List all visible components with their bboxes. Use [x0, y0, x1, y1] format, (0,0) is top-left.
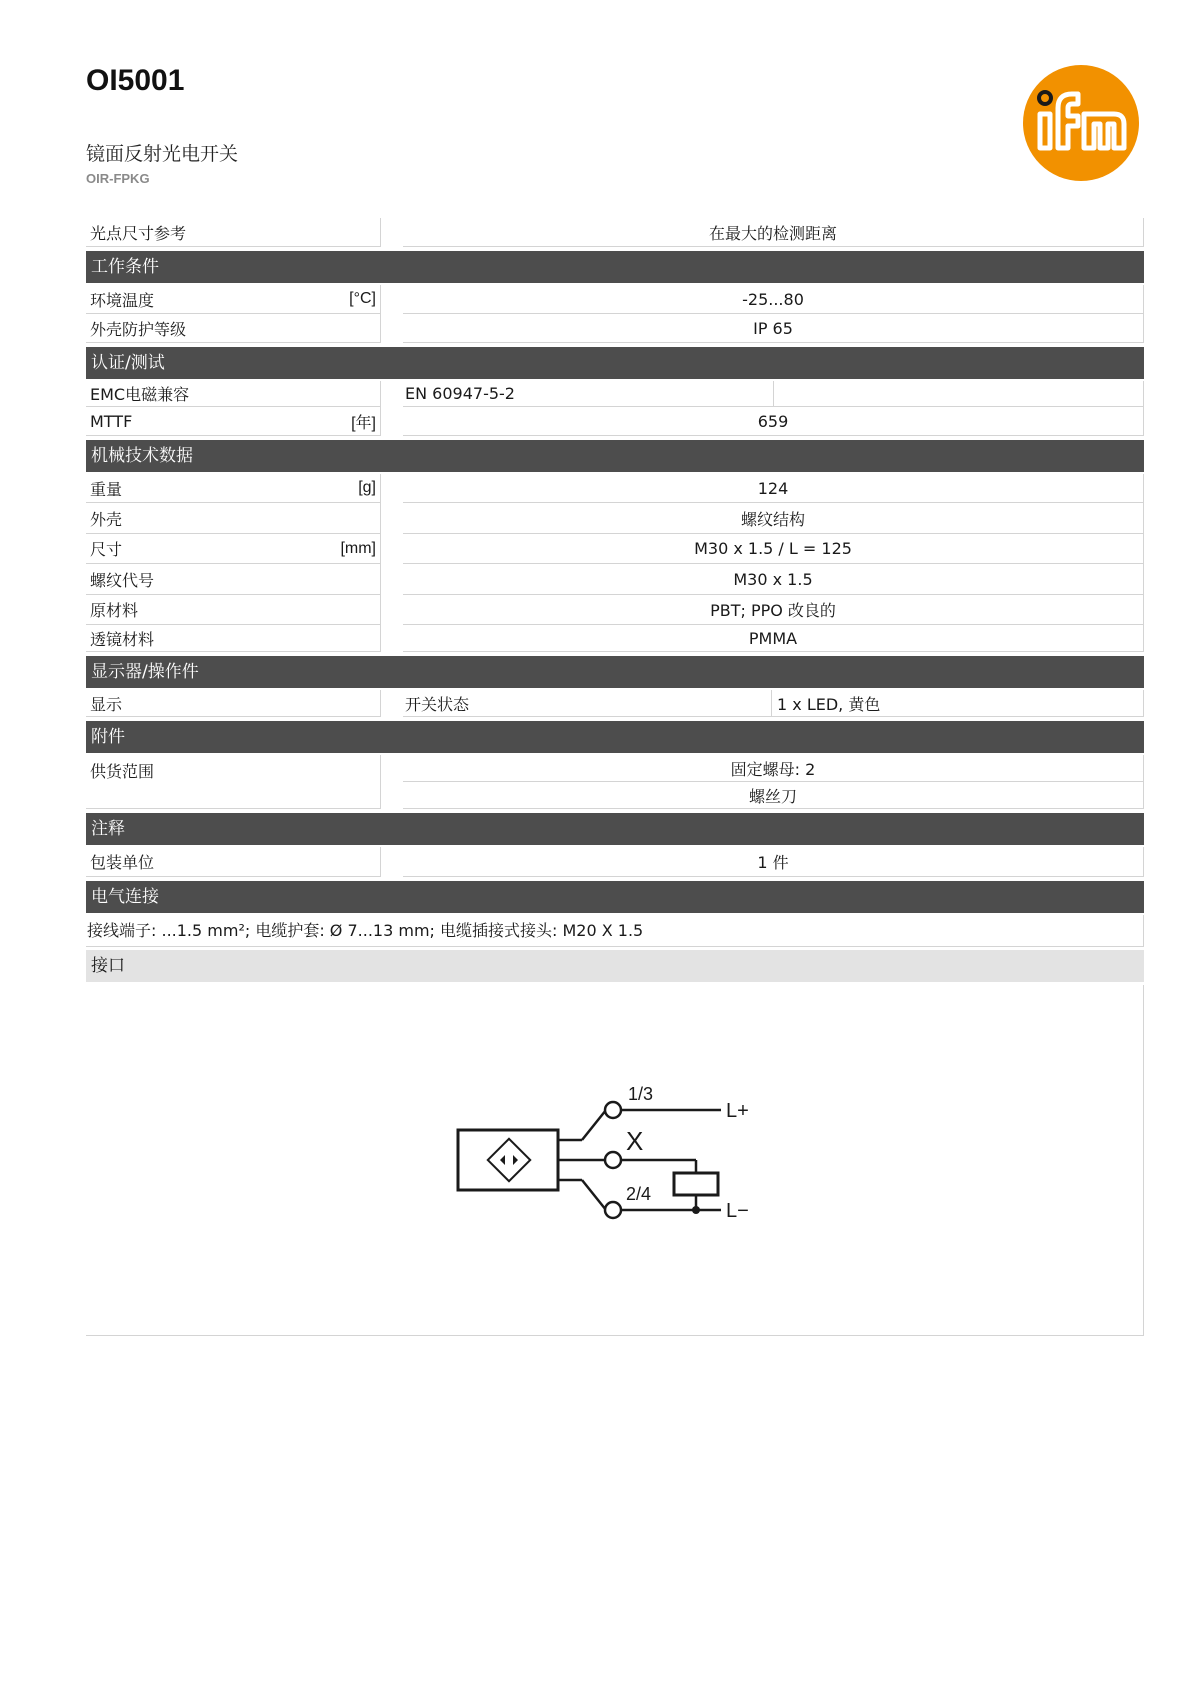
mttf-row [86, 407, 1144, 436]
wiring-diagram-box [86, 985, 1144, 1336]
spot-size-label: 光点尺寸参考 [90, 223, 187, 243]
section-certification: 认证/测试 [86, 347, 1144, 379]
weight-value: 124 [403, 474, 1144, 503]
packaging-label: 包装单位 [90, 853, 155, 872]
section-electrical: 电气连接 [86, 881, 1144, 913]
display-row [86, 690, 1144, 717]
protection-row [86, 314, 1144, 343]
dimensions-value: M30 x 1.5 / L = 125 [403, 534, 1144, 564]
ambient-temp-unit: [°C] [349, 290, 376, 307]
mttf-unit: [年] [351, 414, 376, 432]
lens-material-label: 透镜材料 [90, 629, 155, 649]
emc-row [86, 381, 1144, 407]
housing-row [86, 503, 1144, 534]
housing-label: 外壳 [90, 509, 123, 529]
weight-label: 重量 [90, 479, 123, 499]
emc-label: EMC电磁兼容 [90, 385, 190, 404]
display-label: 显示 [90, 694, 123, 714]
electrical-connection-text: 接线端子: ...1.5 mm²; 电缆护套: Ø 7...13 mm; 电缆插接式接头: M20 X 1.5 [86, 915, 1144, 947]
weight-row [86, 474, 1144, 503]
ambient-temp-label: 环境温度 [90, 290, 155, 310]
ifm-logo-icon [1022, 64, 1140, 182]
scope-of-supply-row [86, 755, 1144, 809]
spot-size-value: 在最大的检测距离 [403, 218, 1144, 247]
emc-value: EN 60947-5-2 [403, 381, 774, 407]
scope-of-supply-label: 供货范围 [90, 762, 155, 781]
l-plus-label: L+ [726, 1100, 749, 1122]
terminal-label: 2/4 [626, 1184, 652, 1204]
section-display-controls: 显示器/操作件 [86, 656, 1144, 688]
section-mechanical-data: 机械技术数据 [86, 440, 1144, 472]
l-minus-label: L− [726, 1200, 749, 1222]
mttf-value: 659 [403, 407, 1144, 436]
supply-item: 螺丝刀 [403, 782, 1144, 809]
weight-unit: [g] [358, 479, 376, 496]
section-notes: 注释 [86, 813, 1144, 845]
section-accessories: 附件 [86, 721, 1144, 753]
spot-size-row [86, 218, 1144, 247]
packaging-row [86, 847, 1144, 877]
product-subtitle: 镜面反射光电开关 [86, 143, 239, 165]
wiring-diagram [456, 1070, 786, 1240]
switching-status-label: 开关状态 [403, 690, 772, 717]
protection-value: IP 65 [403, 314, 1144, 343]
product-code: OIR-FPKG [86, 171, 150, 186]
packaging-value: 1 件 [403, 847, 1144, 877]
mttf-label: MTTF [90, 411, 133, 431]
terminal-label: 1/3 [628, 1084, 654, 1104]
supply-item: 固定螺母: 2 [403, 755, 1144, 782]
product-title: OI5001 [86, 64, 185, 97]
thread-value: M30 x 1.5 [403, 564, 1144, 595]
dimensions-label: 尺寸 [90, 540, 123, 559]
thread-label: 螺纹代号 [90, 570, 155, 590]
protection-label: 外壳防护等级 [90, 319, 187, 339]
lens-material-row [86, 625, 1144, 652]
ambient-temp-value: -25...80 [403, 285, 1144, 314]
material-row [86, 595, 1144, 625]
housing-value: 螺纹结构 [403, 503, 1144, 534]
lens-material-value: PMMA [403, 625, 1144, 652]
thread-row [86, 564, 1144, 595]
interface-header: 接口 [86, 950, 1144, 982]
material-label: 原材料 [90, 601, 139, 620]
led-value: 1 x LED, 黄色 [772, 690, 1144, 717]
dimensions-row [86, 534, 1144, 564]
material-value: PBT; PPO 改良的 [403, 595, 1144, 625]
terminal-label: X [626, 1126, 644, 1156]
section-operating-conditions: 工作条件 [86, 251, 1144, 283]
ambient-temp-row [86, 285, 1144, 314]
dimensions-unit: [mm] [340, 539, 376, 557]
